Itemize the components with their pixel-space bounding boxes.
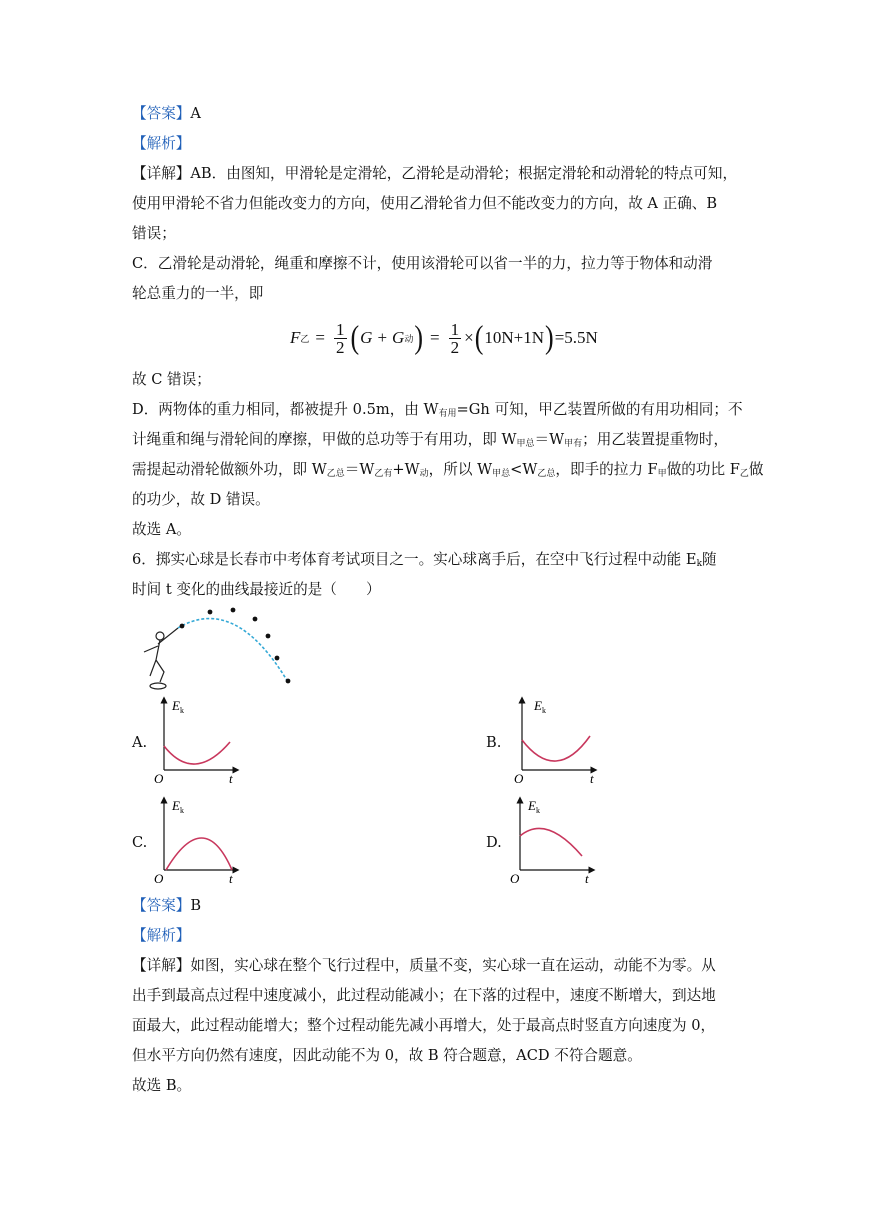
analysis-heading: 【解析】 bbox=[132, 135, 191, 152]
answer-line-2 bbox=[132, 896, 201, 916]
option-c-label: C. bbox=[132, 834, 148, 851]
option-b-y-axis: E bbox=[534, 698, 542, 713]
trajectory-path bbox=[178, 619, 288, 682]
d-line-3: 需提起动滑轮做额外功，即 $W_{乙总}=W_{乙有}+W_动$，所以 $W_{甲总}<W_{乙总}$，即手的拉力 $F_甲$做的功比 $F_乙$做 bbox=[132, 461, 764, 479]
d-line-1: D．两物体的重力相同，都被提升 0.5m，由 $W_{有用}=Gh$ 可知，甲乙装置所做的有用功相同；不 bbox=[132, 401, 743, 419]
detail-label-2: 【详解】 bbox=[132, 957, 191, 974]
choice-statement-1: 故选 A。 bbox=[132, 521, 191, 538]
d-line-2: 计绳重和绳与滑轮间的摩擦，甲做的总功等于有用功，即 $W_{甲总}=W_{甲有}$；用乙装置提重物时， bbox=[132, 431, 729, 449]
choice-statement-2: 故选 B。 bbox=[132, 1077, 192, 1094]
option-d-y-axis: E bbox=[528, 798, 536, 813]
fraction-denominator-2: 2 bbox=[450, 337, 460, 357]
option-c-y-axis: E bbox=[172, 798, 180, 813]
answer-line bbox=[132, 104, 201, 124]
option-b-label: B. bbox=[486, 734, 502, 751]
option-b-curve bbox=[522, 736, 590, 761]
detail-line-2: 使用甲滑轮不省力但能改变力的方向，使用乙滑轮省力但不能改变力的方向，故 A 正确、B bbox=[132, 195, 718, 212]
fraction-denominator: 2 bbox=[336, 337, 345, 357]
fraction-numerator-2: 1 bbox=[450, 319, 460, 339]
option-a-y-sub: k bbox=[180, 706, 184, 715]
option-b-y-sub: k bbox=[542, 706, 546, 715]
option-c-x-axis: t bbox=[229, 871, 233, 886]
formula-half-1 bbox=[334, 321, 347, 356]
option-a-label: A. bbox=[132, 734, 148, 751]
option-b-x-axis: t bbox=[590, 771, 594, 786]
option-c-curve bbox=[166, 838, 232, 870]
detail-label: 【详解】 bbox=[132, 165, 191, 182]
option-a-curve bbox=[164, 742, 230, 764]
pulley-force-formula: F 乙 = $\frac{1}{2}$ ( G + G 动 ) = $\frac{1}{2}$ × ( 10N+1N ) =5.5N bbox=[290, 319, 598, 357]
formula-force: F bbox=[290, 328, 301, 347]
option-b-graph bbox=[508, 694, 602, 786]
formula-equals-2: = bbox=[430, 328, 440, 347]
c-conclusion: 故 C 错误； bbox=[132, 371, 211, 388]
formula-half-2 bbox=[449, 321, 462, 356]
option-d-label: D. bbox=[486, 834, 502, 851]
detail2-line-4: 但水平方向仍然有速度，因此动能不为 0，故 B 符合题意，ACD 不符合题意。 bbox=[132, 1047, 642, 1064]
detail2-line-3: 面最大，此过程动能增大；整个过程动能先减小再增大，处于最高点时竖直方向速度为 0， bbox=[132, 1017, 716, 1034]
option-a-y-axis: E bbox=[172, 698, 180, 713]
detail-line-5: 轮总重力的一半，即 bbox=[132, 285, 264, 302]
option-d-graph bbox=[506, 794, 600, 886]
detail-text: AB．由图知，甲滑轮是定滑轮，乙滑轮是动滑轮；根据定滑轮和动滑轮的特点可知， bbox=[190, 165, 738, 182]
detail-line-4: C．乙滑轮是动滑轮，绳重和摩擦不计，使用该滑轮可以省一半的力，拉力等于物体和动滑 bbox=[132, 255, 713, 272]
formula-g-sub: 动 bbox=[404, 333, 414, 344]
question-6-line-2: 时间 t 变化的曲线最接近的是（ ） bbox=[132, 581, 381, 598]
d-line-4: 的功少，故 D 错误。 bbox=[132, 491, 270, 508]
detail-line-3: 错误； bbox=[132, 225, 176, 242]
option-d-y-sub: k bbox=[536, 806, 540, 815]
trajectory-points bbox=[180, 608, 291, 684]
answer-value: A bbox=[190, 105, 201, 122]
detail2-line-2: 出手到最高点过程中速度减小，此过程动能减小；在下落的过程中，速度不断增大，到达地 bbox=[132, 987, 716, 1004]
detail2-line-1 bbox=[132, 956, 716, 976]
formula-plus: + bbox=[377, 328, 388, 347]
option-d-curve bbox=[520, 828, 582, 856]
analysis-heading-2: 【解析】 bbox=[132, 927, 191, 944]
formula-force-sub: 乙 bbox=[300, 333, 310, 344]
formula-inner: 10N+1N bbox=[484, 328, 545, 347]
answer-label: 【答案】 bbox=[132, 105, 191, 122]
option-c-y-sub: k bbox=[180, 806, 184, 815]
option-c-graph bbox=[150, 794, 244, 886]
formula-g-dynamic: G bbox=[392, 328, 405, 347]
detail2-text: 如图，实心球在整个飞行过程中，质量不变，实心球一直在运动，动能不为零。从 bbox=[190, 957, 716, 974]
formula-times: × bbox=[464, 328, 474, 347]
detail-line-1 bbox=[132, 164, 737, 184]
formula-result: =5.5N bbox=[554, 328, 598, 347]
question-6-line-1: 6．掷实心球是长春市中考体育考试项目之一。实心球离手后，在空中飞行过程中动能 $E_k$随 bbox=[132, 551, 717, 569]
formula-g: G bbox=[360, 328, 373, 347]
option-a-x-axis: t bbox=[229, 771, 233, 786]
thrower-figure bbox=[144, 628, 178, 689]
answer-value-2: B bbox=[190, 897, 202, 914]
option-b-origin: O bbox=[514, 771, 524, 786]
option-d-x-axis: t bbox=[585, 871, 589, 886]
option-d-origin: O bbox=[510, 871, 520, 886]
option-a-origin: O bbox=[154, 771, 164, 786]
formula-equals: = bbox=[315, 328, 325, 347]
shot-put-illustration bbox=[130, 606, 300, 692]
answer-label-2: 【答案】 bbox=[132, 897, 191, 914]
option-a-graph bbox=[150, 694, 244, 786]
option-c-origin: O bbox=[154, 871, 164, 886]
fraction-numerator: 1 bbox=[336, 319, 345, 339]
